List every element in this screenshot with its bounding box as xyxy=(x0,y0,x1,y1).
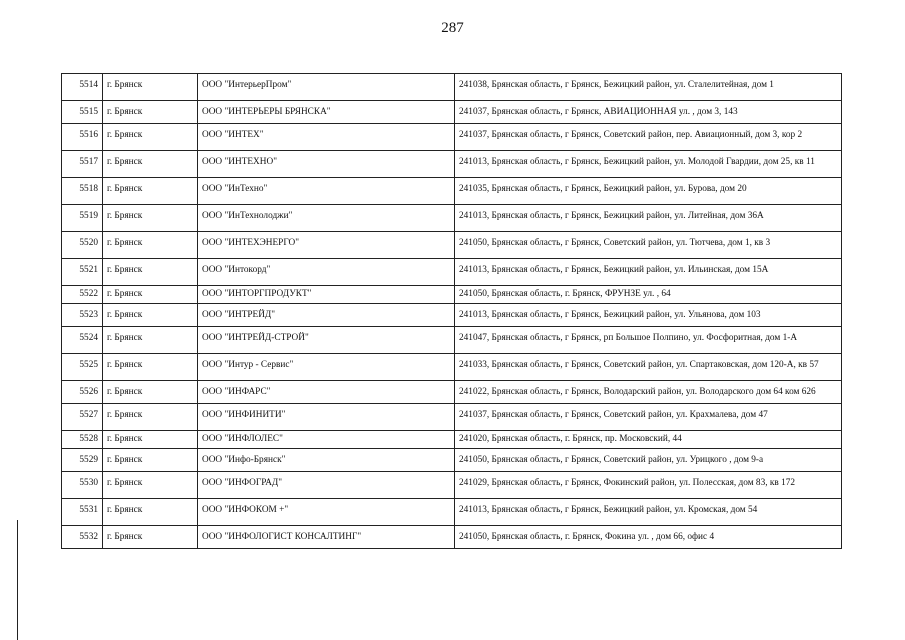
row-city: г. Брянск xyxy=(103,404,198,431)
row-organization: ООО "ИНТОРГПРОДУКТ" xyxy=(198,286,455,304)
row-organization: ООО "ИНФЛОЛЕС" xyxy=(198,431,455,449)
table-row xyxy=(62,472,842,499)
row-city: г. Брянск xyxy=(103,74,198,101)
table-row xyxy=(62,304,842,327)
row-organization: ООО "ИНТЕХЭНЕРГО" xyxy=(198,232,455,259)
row-address: 241037, Брянская область, г Брянск, АВИАЦИОННАЯ ул. , дом 3, 143 xyxy=(455,101,842,124)
row-number: 5516 xyxy=(62,124,103,151)
row-address: 241013, Брянская область, г Брянск, Бежицкий район, ул. Ильинская, дом 15А xyxy=(455,259,842,286)
row-number: 5515 xyxy=(62,101,103,124)
row-number: 5527 xyxy=(62,404,103,431)
row-address: 241050, Брянская область, г Брянск, Советский район, ул. Урицкого , дом 9-а xyxy=(455,449,842,472)
row-city: г. Брянск xyxy=(103,101,198,124)
row-number: 5519 xyxy=(62,205,103,232)
row-organization: ООО "ИНТРЕЙД-СТРОЙ" xyxy=(198,327,455,354)
row-number: 5514 xyxy=(62,74,103,101)
row-city: г. Брянск xyxy=(103,381,198,404)
row-organization: ООО "ИНТЕХ" xyxy=(198,124,455,151)
row-address: 241013, Брянская область, г Брянск, Бежицкий район, ул. Молодой Гвардии, дом 25, кв 11 xyxy=(455,151,842,178)
row-address: 241013, Брянская область, г Брянск, Бежицкий район, ул. Кромская, дом 54 xyxy=(455,499,842,526)
row-city: г. Брянск xyxy=(103,286,198,304)
row-number: 5530 xyxy=(62,472,103,499)
row-organization: ООО "ИНФАРС" xyxy=(198,381,455,404)
table-row xyxy=(62,124,842,151)
row-address: 241037, Брянская область, г Брянск, Советский район, пер. Авиационный, дом 3, кор 2 xyxy=(455,124,842,151)
row-number: 5517 xyxy=(62,151,103,178)
row-city: г. Брянск xyxy=(103,151,198,178)
table-row xyxy=(62,381,842,404)
row-organization: ООО "ИНФОЛОГИСТ КОНСАЛТИНГ" xyxy=(198,526,455,549)
row-city: г. Брянск xyxy=(103,124,198,151)
row-city: г. Брянск xyxy=(103,499,198,526)
row-number: 5524 xyxy=(62,327,103,354)
row-organization: ООО "Инфо-Брянск" xyxy=(198,449,455,472)
scan-margin-line xyxy=(17,520,18,640)
row-city: г. Брянск xyxy=(103,431,198,449)
row-number: 5526 xyxy=(62,381,103,404)
row-city: г. Брянск xyxy=(103,449,198,472)
row-address: 241050, Брянская область, г. Брянск, ФРУНЗЕ ул. , 64 xyxy=(455,286,842,304)
row-number: 5523 xyxy=(62,304,103,327)
row-organization: ООО "Интур - Сервис" xyxy=(198,354,455,381)
row-city: г. Брянск xyxy=(103,232,198,259)
row-address: 241050, Брянская область, г. Брянск, Фокина ул. , дом 66, офис 4 xyxy=(455,526,842,549)
row-address: 241047, Брянская область, г Брянск, рп Большое Полпино, ул. Фосфоритная, дом 1-А xyxy=(455,327,842,354)
table-row xyxy=(62,404,842,431)
table-row xyxy=(62,286,842,304)
row-organization: ООО "ИНФОГРАД" xyxy=(198,472,455,499)
row-city: г. Брянск xyxy=(103,327,198,354)
row-address: 241029, Брянская область, г Брянск, Фокинский район, ул. Полесская, дом 83, кв 172 xyxy=(455,472,842,499)
row-organization: ООО "ИНТРЕЙД" xyxy=(198,304,455,327)
table-row xyxy=(62,151,842,178)
row-number: 5522 xyxy=(62,286,103,304)
row-address: 241020, Брянская область, г. Брянск, пр. Московский, 44 xyxy=(455,431,842,449)
table-row xyxy=(62,101,842,124)
registry-table xyxy=(61,73,842,549)
row-organization: ООО "ИНФОКОМ +" xyxy=(198,499,455,526)
row-city: г. Брянск xyxy=(103,205,198,232)
table-row xyxy=(62,232,842,259)
row-organization: ООО "ИнТехнолоджи" xyxy=(198,205,455,232)
row-address: 241038, Брянская область, г Брянск, Бежицкий район, ул. Сталелитейная, дом 1 xyxy=(455,74,842,101)
row-address: 241033, Брянская область, г Брянск, Советский район, ул. Спартаковская, дом 120-А, кв 57 xyxy=(455,354,842,381)
row-number: 5531 xyxy=(62,499,103,526)
row-organization: ООО "ИНФИНИТИ" xyxy=(198,404,455,431)
table-row xyxy=(62,354,842,381)
row-address: 241037, Брянская область, г Брянск, Советский район, ул. Крахмалева, дом 47 xyxy=(455,404,842,431)
row-organization: ООО "ИнТехно" xyxy=(198,178,455,205)
row-organization: ООО "ИНТЕХНО" xyxy=(198,151,455,178)
row-city: г. Брянск xyxy=(103,526,198,549)
row-number: 5528 xyxy=(62,431,103,449)
table-row xyxy=(62,259,842,286)
row-address: 241035, Брянская область, г Брянск, Бежицкий район, ул. Бурова, дом 20 xyxy=(455,178,842,205)
table-row xyxy=(62,431,842,449)
row-address: 241013, Брянская область, г Брянск, Бежицкий район, ул. Ульянова, дом 103 xyxy=(455,304,842,327)
page-number: 287 xyxy=(441,20,464,36)
row-number: 5521 xyxy=(62,259,103,286)
table-row xyxy=(62,74,842,101)
table-row xyxy=(62,526,842,549)
row-city: г. Брянск xyxy=(103,472,198,499)
row-number: 5520 xyxy=(62,232,103,259)
table-row xyxy=(62,327,842,354)
row-city: г. Брянск xyxy=(103,178,198,205)
row-address: 241013, Брянская область, г Брянск, Бежицкий район, ул. Литейная, дом 36А xyxy=(455,205,842,232)
row-number: 5525 xyxy=(62,354,103,381)
table-row xyxy=(62,178,842,205)
table-row xyxy=(62,499,842,526)
row-city: г. Брянск xyxy=(103,259,198,286)
row-address: 241050, Брянская область, г Брянск, Советский район, ул. Тютчева, дом 1, кв 3 xyxy=(455,232,842,259)
row-number: 5529 xyxy=(62,449,103,472)
table-row xyxy=(62,205,842,232)
row-city: г. Брянск xyxy=(103,304,198,327)
row-address: 241022, Брянская область, г Брянск, Володарский район, ул. Володарского дом 64 ком 626 xyxy=(455,381,842,404)
row-number: 5532 xyxy=(62,526,103,549)
row-organization: ООО "ИнтерьерПром" xyxy=(198,74,455,101)
row-city: г. Брянск xyxy=(103,354,198,381)
row-organization: ООО "Интокорд" xyxy=(198,259,455,286)
row-number: 5518 xyxy=(62,178,103,205)
row-organization: ООО "ИНТЕРЬЕРЫ БРЯНСКА" xyxy=(198,101,455,124)
table-row xyxy=(62,449,842,472)
